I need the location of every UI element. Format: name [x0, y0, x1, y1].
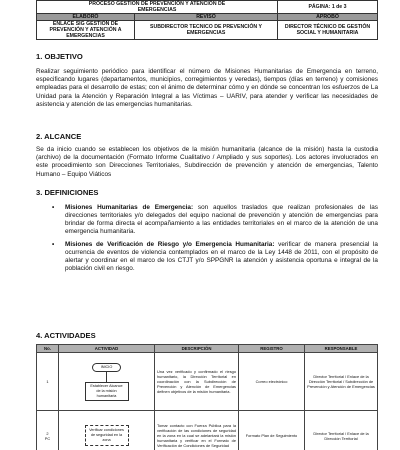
definition-text: verificar de manera presencial la ocurrencia de eventos de violencia contemplados en el marco de la Ley 1448 de 2011, con el propósito de alertar y coordinar en el marco de los CTJT y/o SPPGNR la atención y asistencia oportuna e integral de la población civil en riesgo.	[65, 241, 378, 272]
flow-connector	[106, 372, 107, 382]
definitions-list	[52, 204, 378, 278]
elaboro-header: ELABORÓ	[37, 14, 135, 21]
bullet-icon: •	[52, 241, 55, 248]
activity-responsable: Director Territorial / Enlace de la Dirección Territorial / Subdirección de Prevención y Atención de Emergencias	[305, 353, 378, 411]
col-header-actividad: ACTIVIDAD	[59, 345, 155, 353]
activity-description: Una vez verificado y confirmado el riesgo humanitario, la Dirección Territorial en coordinación con la Subdirección de Prevención y Atención de Emergencias definen objetivos de la misión humanitaria.	[155, 353, 239, 411]
objetivo-text: Realizar seguimiento periódico para identificar el número de Misiones Humanitarias de Emergencia en terreno, especificando lugares (departamentos, municipios, corregimientos y veredas), tiempos (días en terreno) y comisiones empleadas para el desarrollo de estas; con el ánimo de determinar cómo y en dónde se concentran los esfuerzos de La Unidad para la Atención y Reparación Integral a las Víctimas – UARIV, para atender y verificar las necesidades de asistencia y atención de las emergencias humanitarias.	[36, 68, 378, 108]
activity-responsable: Director Territorial / Enlace de la Dirección Territorial	[305, 411, 378, 450]
col-header-responsable: RESPONSABLE	[305, 345, 378, 353]
activity-description: Tomar contacto con Fuerza Pública para la verificación de las condiciones de seguridad en la zona en la cual se adelantará la misión humanitaria y verificar en el Formato de Verificación de Condiciones de Seguridad	[155, 411, 239, 450]
flow-start-node: INICIO	[92, 363, 122, 372]
definition-term: Misiones de Verificación de Riesgo y/o Emergencia Humanitaria:	[65, 241, 275, 248]
table-row	[37, 411, 378, 450]
activity-registro: Formato Plan de Seguimiento	[239, 411, 305, 450]
process-title	[37, 1, 278, 14]
row-number-value: 2	[46, 430, 49, 436]
activity-flow-cell	[59, 411, 155, 450]
table-row	[37, 353, 378, 411]
aprobo-value: DIRECTOR TÉCNICO DE GESTIÓN SOCIAL Y HUMANITARIA	[278, 21, 378, 40]
elaboro-value: ENLACE SIG GESTIÓN DE PREVENCIÓN Y ATENCIÓN A EMERGENCIAS	[37, 21, 135, 40]
definition-item	[52, 241, 378, 273]
definiciones-heading: 3. DEFINICIONES	[36, 188, 99, 197]
process-line-1: PROCESO GESTION DE PREVENCIÓN Y ATENCIÓN DE	[88, 1, 226, 7]
table-header-row	[37, 345, 378, 353]
document-header	[36, 0, 378, 40]
definition-text: son aquellos traslados que realizan profesionales de las direcciones territoriales y/o delegados del equipo nacional de prevención y atención de emergencias para brindar de forma directa el acompañamiento a las entidades territoriales en el marco de la atención de una emergencia humanitaria.	[65, 204, 379, 235]
row-number: 1	[37, 353, 59, 411]
reviso-value: SUBDIRECTOR TECNICO DE PREVENCIÓN Y EMERGENCIAS	[135, 21, 278, 40]
col-header-no: No.	[37, 345, 59, 353]
page-number: PÁGINA: 1 de 3	[278, 1, 378, 14]
process-line-2: EMERGENCIAS	[137, 7, 177, 13]
activities-table	[36, 344, 378, 450]
definition-term: Misiones Humanitarias de Emergencia:	[65, 204, 194, 211]
flow-activity-box: Establecer Alcance de la misión humanitaria	[85, 382, 129, 401]
definition-item	[52, 204, 378, 236]
alcance-text: Se da inicio cuando se establecen los objetivos de la misión humanitaria (alcance de la misión) hasta la custodia (archivo) de la documentación (Formato Informe Cualitativo / Ampliado y sus soportes). Los actores involucrados en este procedimiento son Direcciones Territoriales, Subdirección de prevención y atención de emergencias, Talento Humano – Equipo Viáticos	[36, 146, 378, 178]
actividades-heading: 4. ACTIVIDADES	[36, 331, 96, 340]
flow-activity-box: Verificar condiciones de seguridad en la zona	[85, 425, 129, 446]
control-point-label: PC	[44, 435, 51, 441]
reviso-header: REVISÓ	[135, 14, 278, 21]
col-header-descripcion: DESCRIPCIÓN	[155, 345, 239, 353]
row-number	[37, 411, 59, 450]
alcance-heading: 2. ALCANCE	[36, 132, 82, 141]
bullet-icon: •	[52, 204, 55, 211]
activity-registro: Correo electrónico	[239, 353, 305, 411]
objetivo-heading: 1. OBJETIVO	[36, 52, 83, 61]
col-header-registro: REGISTRO	[239, 345, 305, 353]
aprobo-header: APROBÓ	[278, 14, 378, 21]
activity-flow-cell	[59, 353, 155, 411]
